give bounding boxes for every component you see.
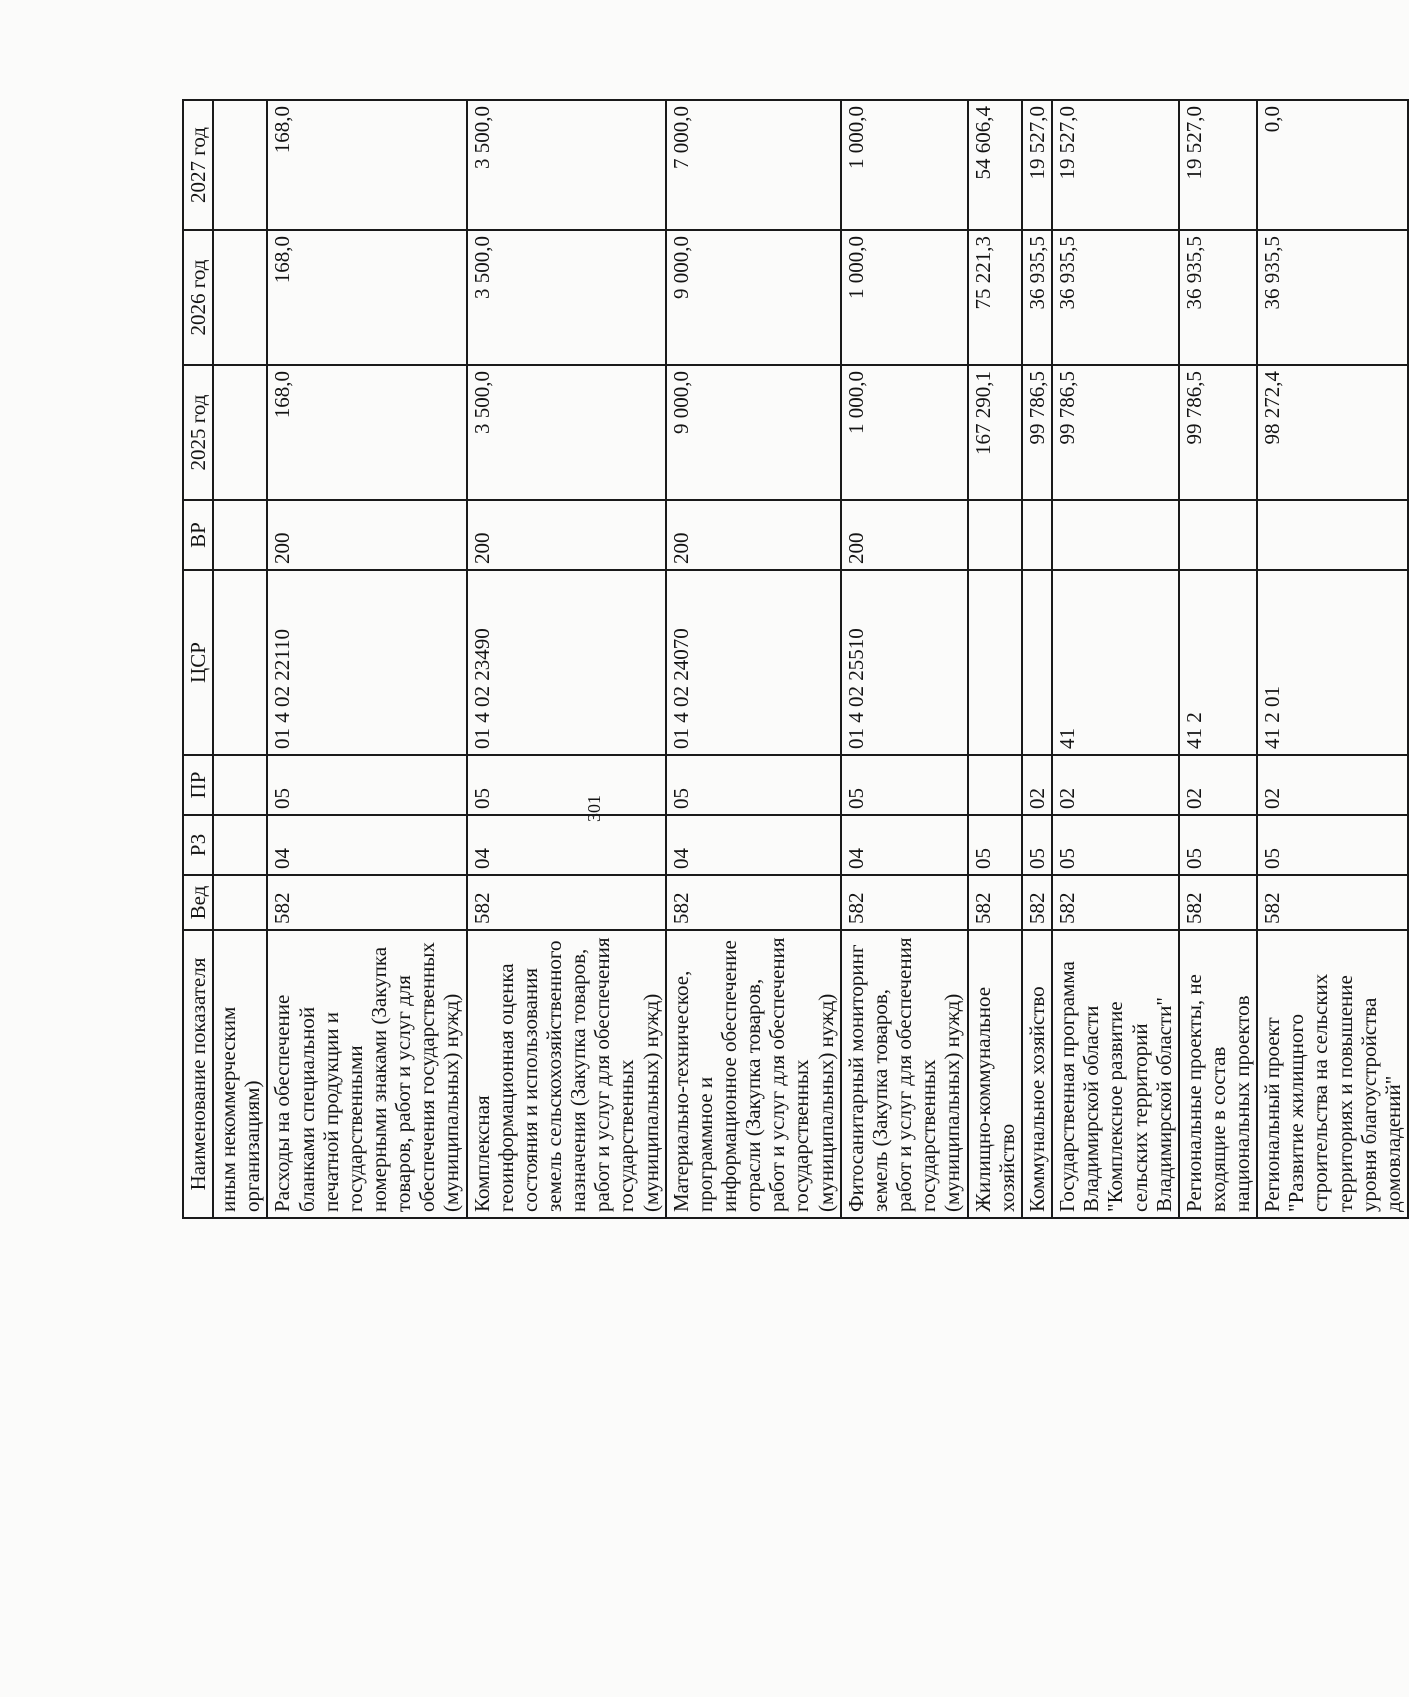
cell-2026: 3 500,0 <box>467 230 666 365</box>
cell-csr: 01 4 02 22110 <box>267 570 466 755</box>
cell-ved: 582 <box>666 875 841 930</box>
header-2025: 2025 год <box>183 365 213 500</box>
cell-rz: 05 <box>1257 815 1408 875</box>
cell-name: Государственная программа Владимирской области "Комплексное развитие сельских территорий Владимирской области" <box>1052 930 1179 1218</box>
table-row <box>1257 100 1408 1218</box>
cell-name: Фитосанитарный мониторинг земель (Закупка товаров, работ и услуг для обеспечения государственных (муниципальных) нужд) <box>841 930 968 1218</box>
cell-2026: 36 935,5 <box>1052 230 1179 365</box>
cell-2025: 99 786,5 <box>1179 365 1257 500</box>
cell-2027: 168,0 <box>267 100 466 230</box>
cell-ved: 582 <box>267 875 466 930</box>
cell-2027: 7 000,0 <box>666 100 841 230</box>
cell-csr <box>1022 570 1052 755</box>
cell-2026: 1 000,0 <box>841 230 968 365</box>
header-row <box>183 100 213 1218</box>
cell-csr: 41 2 01 <box>1257 570 1408 755</box>
cell-2027: 1 000,0 <box>841 100 968 230</box>
cell-vr <box>968 500 1022 570</box>
cell-vr <box>213 500 267 570</box>
cell-ved: 582 <box>1179 875 1257 930</box>
cell-name: Региональные проекты, не входящие в состав национальных проектов <box>1179 930 1257 1218</box>
table-row <box>467 100 666 1218</box>
cell-rz: 05 <box>1179 815 1257 875</box>
header-pr: ПР <box>183 755 213 815</box>
cell-2026: 168,0 <box>267 230 466 365</box>
cell-ved <box>213 875 267 930</box>
cell-csr: 01 4 02 25510 <box>841 570 968 755</box>
table-row <box>841 100 968 1218</box>
cell-vr: 200 <box>841 500 968 570</box>
budget-table <box>182 99 1409 1219</box>
cell-2027: 19 527,0 <box>1052 100 1179 230</box>
table-row <box>666 100 841 1218</box>
cell-pr <box>213 755 267 815</box>
cell-name: Жилищно-коммунальное хозяйство <box>968 930 1022 1218</box>
table-row <box>267 100 466 1218</box>
table-row <box>1052 100 1179 1218</box>
cell-pr: 02 <box>1257 755 1408 815</box>
cell-ved: 582 <box>1257 875 1408 930</box>
header-ved: Вед <box>183 875 213 930</box>
cell-vr <box>1022 500 1052 570</box>
cell-2026 <box>213 230 267 365</box>
header-2026: 2026 год <box>183 230 213 365</box>
cell-2025: 99 786,5 <box>1052 365 1179 500</box>
cell-2026: 36 935,5 <box>1257 230 1408 365</box>
cell-ved: 582 <box>1022 875 1052 930</box>
cell-rz: 05 <box>1022 815 1052 875</box>
cell-2026: 9 000,0 <box>666 230 841 365</box>
cell-rz: 04 <box>841 815 968 875</box>
cell-2025: 98 272,4 <box>1257 365 1408 500</box>
cell-2027 <box>213 100 267 230</box>
cell-vr <box>1257 500 1408 570</box>
cell-csr: 41 2 <box>1179 570 1257 755</box>
cell-ved: 582 <box>467 875 666 930</box>
cell-2027: 3 500,0 <box>467 100 666 230</box>
cell-vr <box>1052 500 1179 570</box>
cell-csr: 01 4 02 24070 <box>666 570 841 755</box>
cell-csr: 01 4 02 23490 <box>467 570 666 755</box>
cell-vr: 200 <box>467 500 666 570</box>
cell-pr <box>968 755 1022 815</box>
cell-2027: 19 527,0 <box>1179 100 1257 230</box>
cell-csr <box>213 570 267 755</box>
cell-pr: 05 <box>467 755 666 815</box>
cell-2025: 9 000,0 <box>666 365 841 500</box>
cell-2026: 36 935,5 <box>1179 230 1257 365</box>
cell-vr: 200 <box>666 500 841 570</box>
cell-pr: 02 <box>1022 755 1052 815</box>
header-rz: РЗ <box>183 815 213 875</box>
cell-pr: 05 <box>841 755 968 815</box>
cell-rz: 04 <box>666 815 841 875</box>
rotated-table-wrapper <box>182 101 1405 1219</box>
cell-2027: 0,0 <box>1257 100 1408 230</box>
cell-2025: 1 000,0 <box>841 365 968 500</box>
cell-2025: 167 290,1 <box>968 365 1022 500</box>
header-2027: 2027 год <box>183 100 213 230</box>
cell-ved: 582 <box>841 875 968 930</box>
cell-2027: 54 606,4 <box>968 100 1022 230</box>
cell-csr: 41 <box>1052 570 1179 755</box>
page-number: 301 <box>584 795 604 822</box>
cell-vr <box>1179 500 1257 570</box>
header-name: Наименование показателя <box>183 930 213 1218</box>
cell-pr: 05 <box>666 755 841 815</box>
cell-rz: 04 <box>467 815 666 875</box>
cell-2027: 19 527,0 <box>1022 100 1052 230</box>
cell-2026: 75 221,3 <box>968 230 1022 365</box>
cell-2026: 36 935,5 <box>1022 230 1052 365</box>
cell-2025: 168,0 <box>267 365 466 500</box>
table-row <box>968 100 1022 1218</box>
table-row <box>1179 100 1257 1218</box>
cell-rz: 05 <box>968 815 1022 875</box>
cell-name: Коммунальное хозяйство <box>1022 930 1052 1218</box>
cell-rz: 05 <box>1052 815 1179 875</box>
cell-name: Расходы на обеспечение бланками специальной печатной продукции и государственными номерными знаками (Закупка товаров, работ и услуг для обеспечения государственных (муниципальных) нужд) <box>267 930 466 1218</box>
cell-name: иным некоммерческим организациям) <box>213 930 267 1218</box>
cell-name: Комплексная геоинформационная оценка состояния и использования земель сельскохозяйственного назначения (Закупка товаров, работ и услуг для обеспечения государственных (муниципальных) нужд) <box>467 930 666 1218</box>
cell-rz: 04 <box>267 815 466 875</box>
cell-pr: 02 <box>1179 755 1257 815</box>
table-row <box>1022 100 1052 1218</box>
table-row <box>213 100 267 1218</box>
cell-2025: 3 500,0 <box>467 365 666 500</box>
cell-name: Материально-техническое, программное и информационное обеспечение отрасли (Закупка товаров, работ и услуг для обеспечения государственных (муниципальных) нужд) <box>666 930 841 1218</box>
cell-csr <box>968 570 1022 755</box>
cell-ved: 582 <box>968 875 1022 930</box>
cell-pr: 05 <box>267 755 466 815</box>
cell-2025: 99 786,5 <box>1022 365 1052 500</box>
cell-rz <box>213 815 267 875</box>
cell-name: Региональный проект "Развитие жилищного строительства на сельских территориях и повышение уровня благоустройства домовладений" <box>1257 930 1408 1218</box>
header-csr: ЦСР <box>183 570 213 755</box>
cell-2025 <box>213 365 267 500</box>
cell-vr: 200 <box>267 500 466 570</box>
cell-pr: 02 <box>1052 755 1179 815</box>
cell-ved: 582 <box>1052 875 1179 930</box>
header-vr: ВР <box>183 500 213 570</box>
